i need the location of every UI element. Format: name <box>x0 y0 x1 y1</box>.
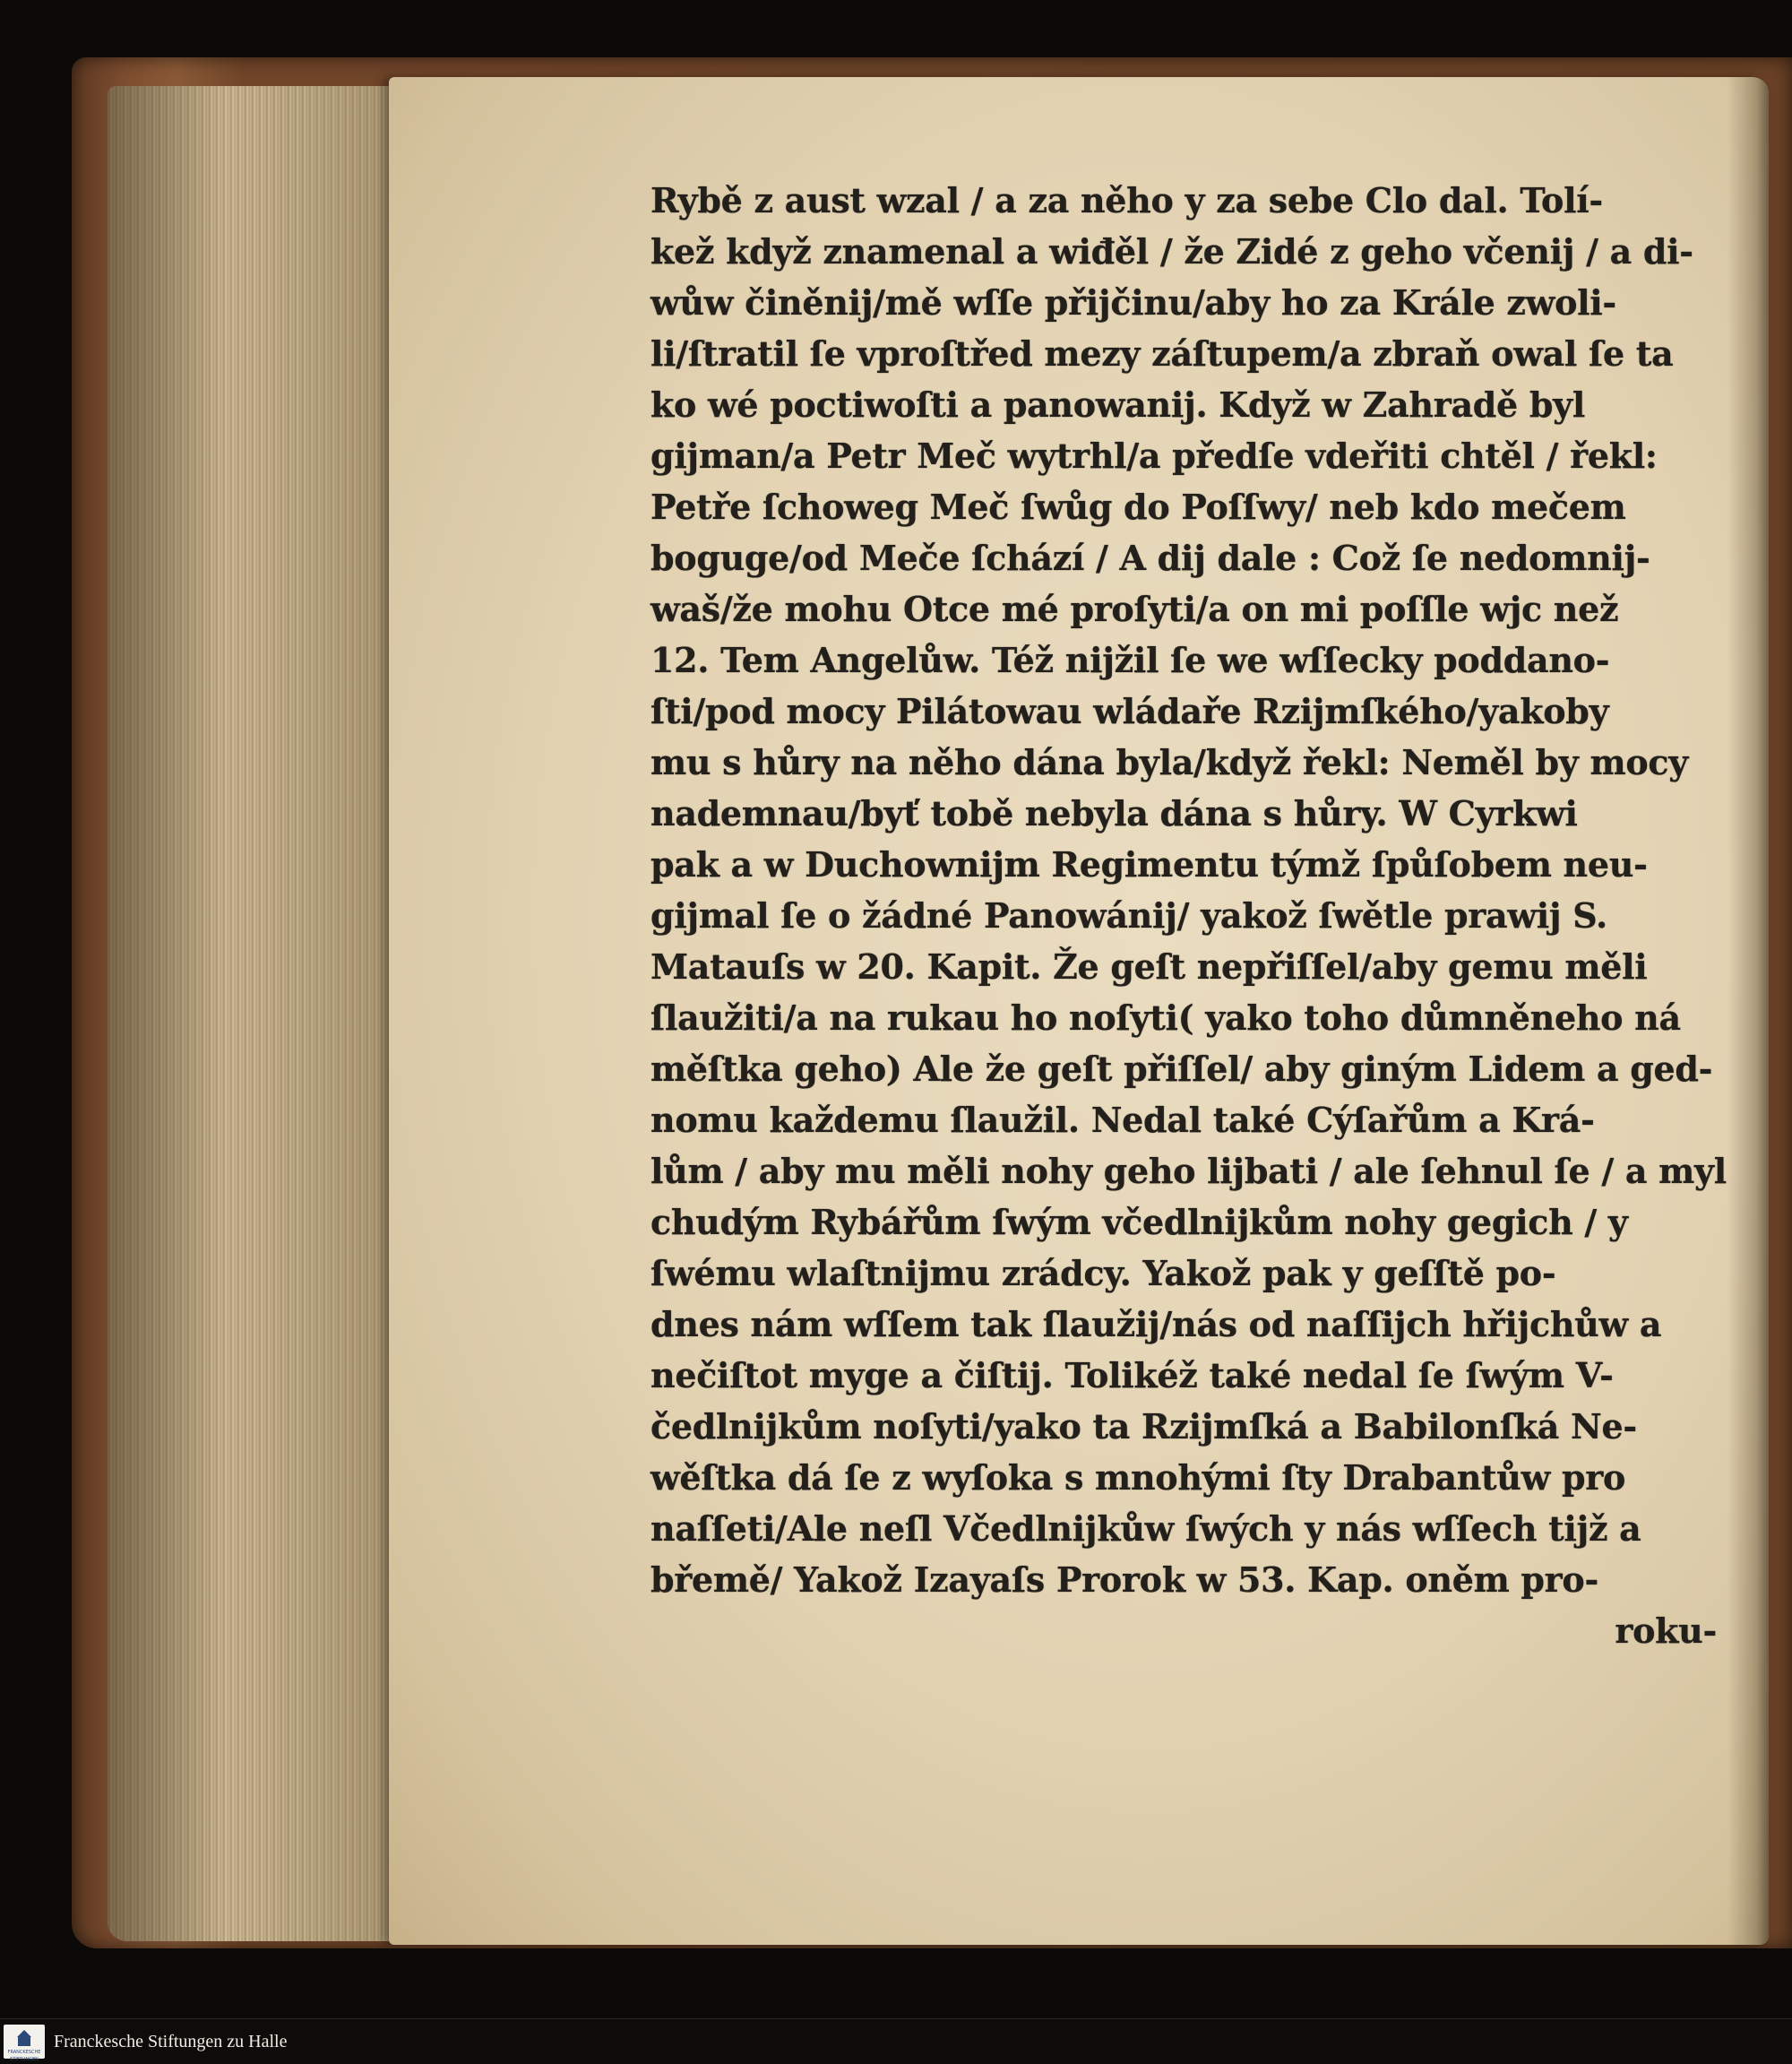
institution-logo <box>4 2025 45 2062</box>
text-line: mu s hůry na něho dána byla/když řekl: Neměl by mocy <box>650 742 1689 782</box>
footer-bar <box>0 2018 1792 2064</box>
text-line: měſtka geho) Ale že geſt přiſſel/ aby giným Lidem a ged- <box>650 1049 1713 1089</box>
page-gutter-shadow <box>1727 77 1769 1945</box>
text-line: nademnau/byť tobě nebyla dána s hůry. W Cyrkwi <box>650 793 1578 833</box>
text-line: ſti/pod mocy Pilátowau wládaře Rzijmſkého/yakoby <box>650 691 1609 731</box>
text-line: Petře ſchoweg Meč ſwůg do Poſſwy/ neb kdo mečem <box>650 487 1626 527</box>
catchword: roku- <box>1615 1611 1717 1651</box>
logo-caption: FRANCKESCHE STIFTUNGEN <box>7 2050 41 2062</box>
text-line: wůw činěnij/mě wſſe přijčinu/aby ho za Krále zwoli- <box>650 282 1616 323</box>
text-line: ſlaužiti/a na rukau ho noſyti( yako toho důmněneho ná <box>650 997 1681 1038</box>
text-line: gijman/a Petr Meč wytrhl/a předſe vdeřiti chtěl / řekl: <box>650 436 1658 476</box>
text-line: Rybě z aust wzal / a za něho y za sebe Clo dal. Tolí- <box>650 180 1603 220</box>
text-line: 12. Tem Angelůw. Též nijžil ſe we wſſecky poddano- <box>650 640 1610 680</box>
text-line: břemě/ Yakož Izayaſs Prorok w 53. Kap. oněm pro- <box>650 1559 1598 1600</box>
text-line: ko wé poctiwoſti a panowanij. Když w Zahradě byl <box>650 384 1586 425</box>
text-line: chudým Rybářům ſwým včedlnijkům nohy gegich / y <box>650 1202 1628 1242</box>
text-line: waš/že mohu Otce mé proſyti/a on mi poſſle wjc než <box>650 589 1619 629</box>
text-line: dnes nám wſſem tak ſlaužij/nás od naſſijch hřijchůw a <box>650 1304 1662 1344</box>
text-line: lům / aby mu měli nohy geho lijbati / ale ſehnul ſe / a myl <box>650 1151 1727 1191</box>
text-line: boguge/od Meče ſchází / A dij dale : Což ſe nedomnij- <box>650 538 1650 578</box>
text-line: pak a w Duchownijm Regimentu týmž ſpůſobem neu- <box>650 844 1648 885</box>
text-line: gijmal ſe o žádné Panowánij/ yakož ſwětle prawij S. <box>650 895 1607 936</box>
page-text-block <box>650 176 1727 1663</box>
text-line: kež když znamenal a wiđěl / že Zidé z geho včenij / a di- <box>650 231 1693 272</box>
text-line: čedlnijkům noſyti/yako ta Rzijmſká a Babilonſká Ne- <box>650 1406 1637 1447</box>
text-line: naſſeti/Ale neſl Včedlnijkůw ſwých y nás wſſech tijž a <box>650 1508 1641 1549</box>
text-line: wěſtka dá ſe z wyſoka s mnohými ſty Drabantůw pro <box>650 1457 1625 1498</box>
text-line: ſwému wlaſtnijmu zrádcy. Yakož pak y geſſtě po- <box>650 1253 1556 1293</box>
logo-base-shape <box>18 2037 30 2046</box>
logo-roof-shape <box>17 2030 31 2037</box>
text-line: nečiſtot myge a čiſtij. Tolikéž také nedal ſe ſwým V- <box>650 1355 1614 1395</box>
text-line: Matauſs w 20. Kapit. Že geſt nepřiſſel/aby gemu měli <box>650 946 1648 987</box>
text-line: nomu každemu ſlaužil. Nedal také Cýſařům a Krá- <box>650 1100 1595 1140</box>
text-line: li/ſtratil ſe vproſtřed mezy záſtupem/a zbraň owal ſe ta <box>650 333 1674 374</box>
page-edges-shadow <box>108 86 403 1941</box>
footer-institution-name: Franckesche Stiftungen zu Halle <box>54 2032 288 2051</box>
